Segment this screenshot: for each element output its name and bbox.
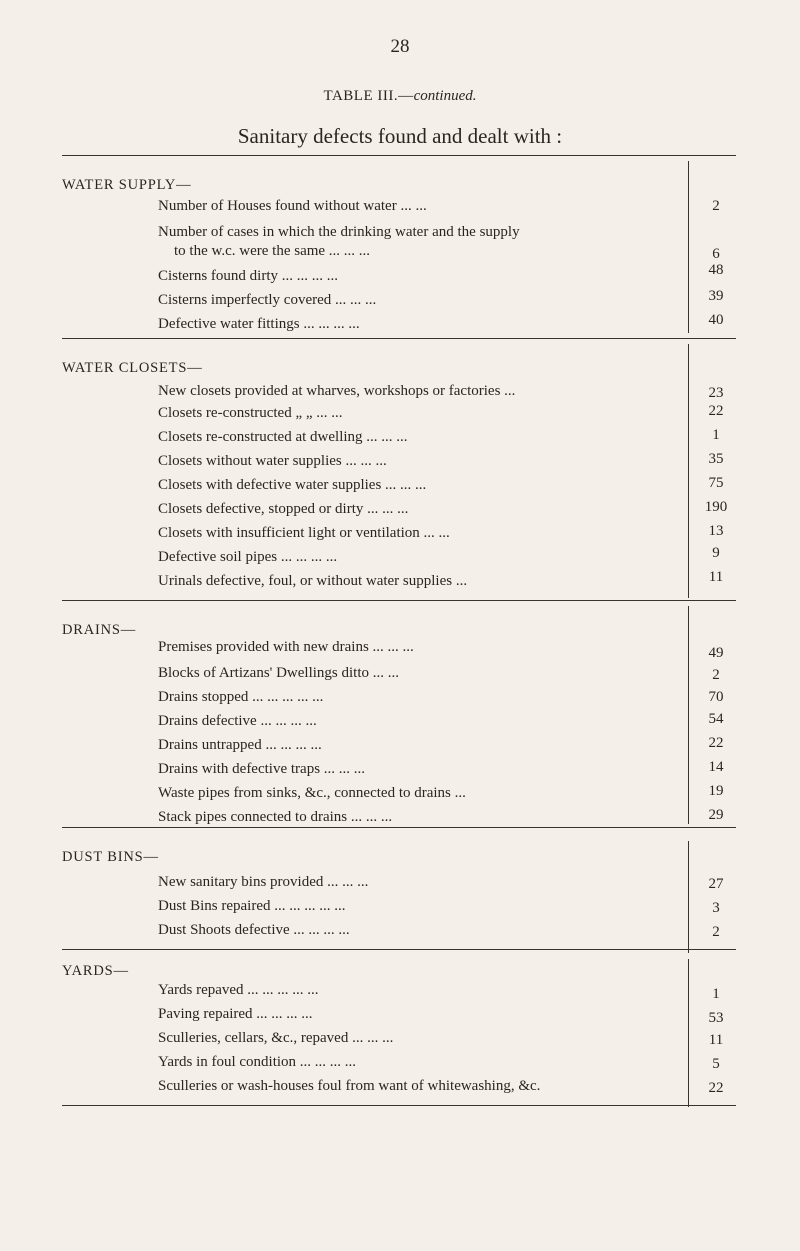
row-label: Drains untrapped ... ... ... ... [158,737,322,753]
table-row [158,638,738,661]
table-row [158,664,738,683]
row-label: Premises provided with new drains ... ... ... [158,639,414,655]
caption-continued: continued. [413,88,477,104]
section-heading: WATER CLOSETS— [62,360,203,376]
row-value: 27 [708,876,724,892]
row-label: Dust Shoots defective ... ... ... ... [158,922,350,938]
row-value: 14 [708,759,724,775]
row-value: 11 [708,569,724,585]
row-value: 54 [708,711,724,727]
table-row [158,1053,738,1072]
row-value: 9 [712,545,720,561]
row-label: Defective water fittings ... ... ... ... [158,316,360,332]
row-value: 19 [708,783,724,799]
row-value: 11 [708,1032,724,1048]
row-value: 22 [708,735,724,751]
row-value: 29 [708,807,724,823]
table-row [158,784,738,803]
row-label: Closets defective, stopped or dirty ... ... ... [158,501,409,517]
table-row [158,897,738,916]
row-label: Closets re-constructed at dwelling ... ... ... [158,429,408,445]
section-top-rule [62,949,736,950]
table-row [158,452,738,471]
section-heading: WATER SUPPLY— [62,177,192,193]
table-row [158,736,738,755]
table-row [158,545,738,567]
section-heading: DRAINS— [62,622,137,638]
row-value: 23 [708,385,724,401]
row-value: 75 [708,475,724,491]
row-label: Paving repaired ... ... ... ... [158,1006,313,1022]
row-value: 48 [708,262,724,278]
row-label: Defective soil pipes ... ... ... ... [158,549,338,565]
row-label: Waste pipes from sinks, &c., connected to drains ... [158,785,466,801]
table-row [158,981,738,1000]
row-value: 2 [712,924,720,940]
table-row [158,382,738,401]
row-label: Dust Bins repaired ... ... ... ... ... [158,898,346,914]
row-value: 3 [712,900,720,916]
row-label: Closets without water supplies ... ... ... [158,453,387,469]
table-caption [0,88,800,105]
table-row [158,1029,738,1048]
caption-main: TABLE III.— [323,88,414,104]
row-value: 13 [708,523,724,539]
row-value: 1 [712,986,720,1002]
table-row [158,760,738,779]
table-row [158,288,738,310]
row-label: Sculleries, cellars, &c., repaved ... ... ... [158,1030,394,1046]
row-label: Drains defective ... ... ... ... [158,713,317,729]
table-row [158,262,738,286]
section-top-rule [62,827,736,828]
row-label: Cisterns imperfectly covered ... ... ... [158,292,377,308]
row-label: Drains stopped ... ... ... ... ... [158,689,324,705]
table-subtitle: Sanitary defects found and dealt with : [237,124,563,148]
section-heading: YARDS— [62,963,129,979]
row-label: Closets re-constructed „ „ ... ... [158,405,343,421]
section-drains [62,600,738,832]
row-value: 70 [708,689,724,705]
table-row [158,428,738,447]
row-value: 2 [712,667,720,683]
table-row [158,500,738,519]
row-label: Stack pipes connected to drains ... ... ... [158,809,393,825]
table-row [158,524,738,543]
row-value: 2 [712,198,720,214]
row-label: Number of cases in which the drinking water and the supply [158,224,520,240]
row-label: Closets with insufficient light or ventilation ... ... [158,525,450,541]
table-row [158,921,738,940]
row-value: 6 [712,246,720,262]
row-value: 35 [708,451,724,467]
row-label: Number of Houses found without water ... ... [158,198,427,214]
table-row [158,1077,738,1096]
row-value: 1 [712,427,720,443]
row-value: 190 [704,499,728,515]
section-yards [62,949,738,1111]
table-row [158,808,738,827]
table-row [158,404,738,423]
table-row [158,197,738,216]
table-row [158,476,738,495]
row-label: Yards repaved ... ... ... ... ... [158,982,319,998]
row-label: Sculleries or wash-houses foul from want of whitewashing, &c. [158,1078,541,1094]
section-water-supply [62,155,738,345]
row-label: New closets provided at wharves, workshops or factories ... [158,383,516,399]
row-value: 22 [708,1080,724,1096]
row-label: Yards in foul condition ... ... ... ... [158,1054,357,1070]
row-value: 49 [708,645,724,661]
section-top-rule [62,338,736,339]
row-label: Closets with defective water supplies ... ... ... [158,477,427,493]
page-number: 28 [390,36,410,57]
row-label: Drains with defective traps ... ... ... [158,761,366,777]
row-value: 53 [708,1010,724,1026]
row-label: New sanitary bins provided ... ... ... [158,874,369,890]
section-top-rule [62,155,736,156]
section-water-closets [62,338,738,608]
row-label: Blocks of Artizans' Dwellings ditto ... ... [158,665,400,681]
table-bottom-rule [62,1105,736,1106]
row-label-continued: to the w.c. were the same ... ... ... [174,243,371,259]
section-top-rule [62,600,736,601]
row-value: 5 [712,1056,720,1072]
section-dust-bins [62,827,738,957]
row-value: 39 [708,288,724,304]
table-row [158,569,738,591]
table-row [158,1005,738,1024]
table-row [158,873,738,892]
row-value: 40 [708,312,724,328]
row-label: Cisterns found dirty ... ... ... ... [158,268,338,284]
table-row [158,223,738,261]
row-label: Urinals defective, foul, or without water supplies ... [158,573,468,589]
table-row [158,712,738,731]
table-row [158,688,738,707]
row-value: 22 [708,403,724,419]
section-heading: DUST BINS— [62,849,159,865]
table-row [158,312,738,334]
